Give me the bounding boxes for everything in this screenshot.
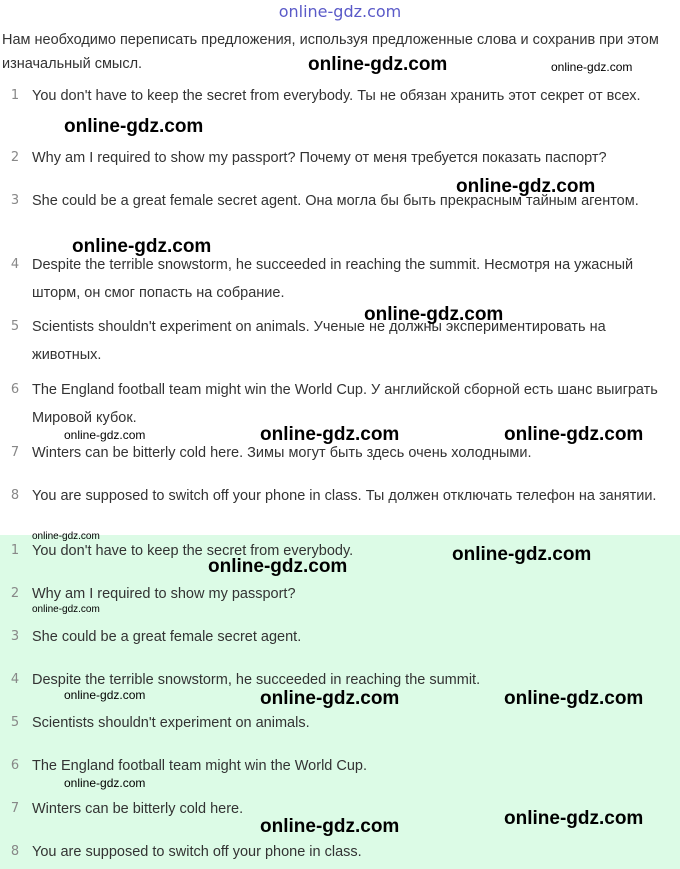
item-text: You are supposed to switch off your phone in class. xyxy=(32,844,362,860)
watermark: online-gdz.com xyxy=(260,424,400,445)
item-number: 3 xyxy=(10,193,20,208)
item-text: The England football team might win the World Cup. xyxy=(32,758,368,774)
watermark: online-gdz.com xyxy=(260,688,400,709)
answer-item xyxy=(0,580,680,608)
item-number: 2 xyxy=(10,150,20,165)
item-text: Despite the terrible snowstorm, he succeeded in reaching the summit. xyxy=(32,672,481,688)
watermark: online-gdz.com xyxy=(208,556,348,577)
item-text: Scientists shouldn't experiment on animals. Ученые не должны экспериментировать на животных. xyxy=(32,319,606,363)
item-number: 5 xyxy=(10,715,20,730)
exercise-item xyxy=(0,313,680,369)
watermark: online-gdz.com xyxy=(504,424,644,445)
item-text: Despite the terrible snowstorm, he succeeded in reaching the summit. Несмотря на ужасный шторм, он смог попасть на собрание. xyxy=(32,257,634,301)
answer-item xyxy=(0,623,680,651)
watermark: online-gdz.com xyxy=(551,60,633,74)
item-text: Winters can be bitterly cold here. xyxy=(32,801,244,817)
exercise-item xyxy=(0,251,680,307)
exercise-item xyxy=(0,482,680,510)
answer-item xyxy=(0,838,680,866)
item-number: 4 xyxy=(10,672,20,687)
watermark: online-gdz.com xyxy=(452,544,592,565)
item-number: 6 xyxy=(10,382,20,397)
item-number: 8 xyxy=(10,844,20,859)
watermark: online-gdz.com xyxy=(308,54,448,75)
exercise-item xyxy=(0,144,680,172)
item-number: 7 xyxy=(10,445,20,460)
watermark: online-gdz.com xyxy=(64,428,146,442)
item-number: 7 xyxy=(10,801,20,816)
item-text: You are supposed to switch off your phone in class. Ты должен отключать телефон на занятии. xyxy=(32,488,657,504)
item-number: 6 xyxy=(10,758,20,773)
item-number: 8 xyxy=(10,488,20,503)
answer-item xyxy=(0,709,680,737)
item-text: You don't have to keep the secret from everybody. xyxy=(32,543,354,559)
intro-text: Нам необходимо переписать предложения, используя предложенные слова и сохранив при этом изначальный смысл. xyxy=(2,32,659,72)
watermark: online-gdz.com xyxy=(504,688,644,709)
item-text: The England football team might win the World Cup. У английской сборной есть шанс выиграть Мировой кубок. xyxy=(32,382,658,426)
watermark: online-gdz.com xyxy=(72,236,212,257)
watermark: online-gdz.com xyxy=(32,604,100,615)
item-number: 4 xyxy=(10,257,20,272)
item-text: Winters can be bitterly cold here. Зимы могут быть здесь очень холодными. xyxy=(32,445,532,461)
item-text: She could be a great female secret agent. xyxy=(32,629,302,645)
item-text: Why am I required to show my passport? Почему от меня требуется показать паспорт? xyxy=(32,150,607,166)
watermark: online-gdz.com xyxy=(364,304,504,325)
item-number: 1 xyxy=(10,88,20,103)
item-text: She could be a great female secret agent. Она могла бы быть прекрасным тайным агентом. xyxy=(32,193,639,209)
watermark: online-gdz.com xyxy=(64,776,146,790)
item-text: Why am I required to show my passport? xyxy=(32,586,296,602)
watermark: online-gdz.com xyxy=(64,688,146,702)
item-number: 5 xyxy=(10,319,20,334)
watermark: online-gdz.com xyxy=(64,116,204,137)
item-text: You don't have to keep the secret from everybody. Ты не обязан хранить этот секрет от всех. xyxy=(32,88,641,104)
item-number: 2 xyxy=(10,586,20,601)
site-title[interactable]: online-gdz.com xyxy=(278,2,402,21)
item-text: Scientists shouldn't experiment on animals. xyxy=(32,715,310,731)
watermark: online-gdz.com xyxy=(456,176,596,197)
watermark: online-gdz.com xyxy=(260,816,400,837)
watermark: online-gdz.com xyxy=(504,808,644,829)
watermark: online-gdz.com xyxy=(32,531,100,542)
exercise-item xyxy=(0,82,680,110)
item-number: 3 xyxy=(10,629,20,644)
item-number: 1 xyxy=(10,543,20,558)
